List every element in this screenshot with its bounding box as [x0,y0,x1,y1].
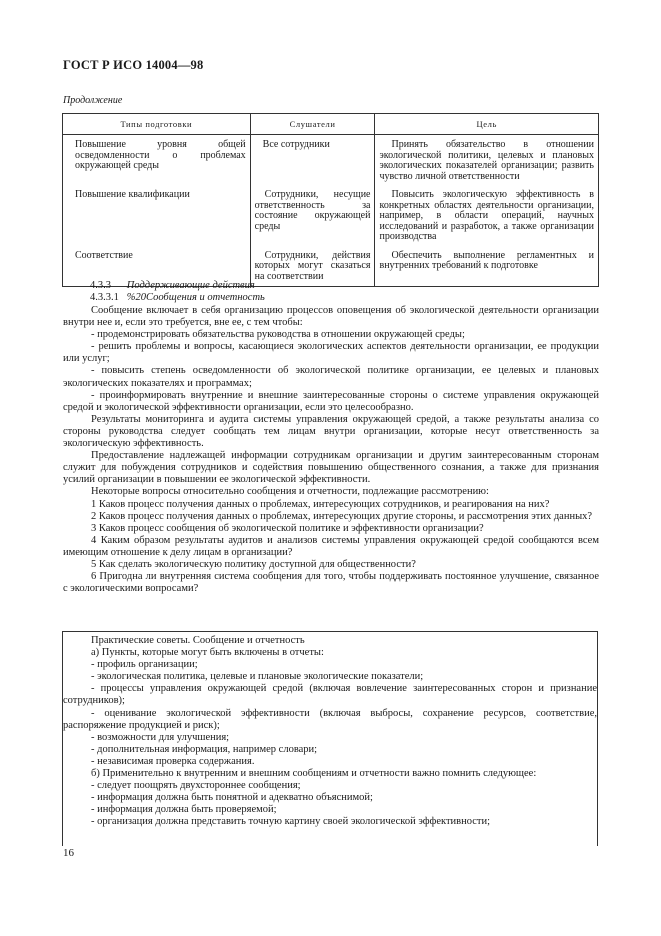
section-title: %20Сообщения и отчетность [126,292,265,303]
box-line: - дополнительная информация, например словари; [91,743,318,755]
section-heading-433 [90,280,255,291]
paragraph: - повысить степень осведомленности об экологической политике организации, ее целевых и плановых экологических показателях и программах; [63,365,599,389]
paragraph: Сообщение включает в себя организацию процессов оповещения об экологической деятельности организации внутри нее и, если это требуется, вне ее, с тем чтобы: [63,305,599,329]
box-line: - экологическая политика, целевые и плановые экологические показатели; [91,671,424,683]
paragraph: 4 Каким образом результаты аудитов и анализов системы управления окружающей средой сообщаются всем имеющим отношение к делу лицам в организации? [63,534,599,558]
cell-type: Повышение квалификации [75,189,190,200]
cell-audience: Сотрудники, действия которых могут сказаться на соответствии [254,249,371,282]
table-header-row [63,114,599,135]
box-line: - профиль организации; [91,659,198,671]
box-line: - возможности для улучшения; [91,731,230,743]
paragraph: 6 Пригодна ли внутренняя система сообщения для того, чтобы поддерживать постоянное улучшение, связанное с экологическими вопросами? [63,571,599,595]
cell-audience: Все сотрудники [262,139,330,150]
paragraph: - решить проблемы и вопросы, касающиеся экологических аспектов деятельности организации, ее продукции или услуг; [63,341,599,365]
paragraph: 1 Каков процесс получения данных о проблемах, интересующих сотрудников, и реагирования на них? [91,498,550,510]
continuation-label: Продолжение [63,95,123,106]
box-line: - независимая проверка содержания. [91,755,255,767]
box-line: а) Пункты, которые могут быть включены в отчеты: [91,647,324,659]
document-header: ГОСТ Р ИСО 14004—98 [63,58,204,72]
paragraph: Некоторые вопросы относительно сообщения и отчетности, подлежащие рассмотрению: [91,486,489,498]
section-title: Поддерживающие действия [126,280,255,291]
section-heading-4331 [90,292,265,303]
cell-audience: Сотрудники, несущие ответственность за состояние окружающей среды [254,189,371,232]
paragraph: 3 Каков процесс сообщения об экологической политике и эффективности организации? [91,522,484,534]
column-header-audience: Слушатели [250,114,375,135]
cell-type: Соответствие [75,249,133,261]
box-line: - оценивание экологической эффективности (включая выбросы, сохранение ресурсов, соответствие, распоряжение продукцией и риск); [63,707,597,731]
cell-goal: Повысить экологическую эффективность в конкретных областях деятельности организации, например, в области операций, научных исследований и разработок, а также организации производства [379,189,594,242]
cell-type: Повышение уровня общей осведомленности о проблемах окружающей среды [75,139,246,171]
box-line: - информация должна быть понятной и адекватно объяснимой; [91,792,373,804]
section-number: 4.3.3.1 [90,292,119,303]
column-header-goal: Цель [375,114,599,135]
box-line: - организация должна представить точную картину своей экологической эффективности; [91,816,491,828]
box-line: - процессы управления окружающей средой (включая вовлечение заинтересованных сторон и признание сотрудников); [63,683,597,707]
paragraph: - продемонстрировать обязательства руководства в отношении окружающей среды; [91,329,465,341]
column-header-type: Типы подготовки [63,114,251,135]
section-number: 4.3.3 [90,280,111,291]
paragraph: - проинформировать внутренние и внешние заинтересованные стороны о системе управления окружающей средой и экологической эффективности организации, если это целесообразно. [63,389,599,413]
cell-goal: Обеспечить выполнение регламентных и внутренних требований к подготовке [379,249,594,271]
paragraph: Результаты мониторинга и аудита системы управления окружающей средой, а также результаты анализа со стороны руководства следует сообщать тем лицам внутри организации, которые несут ответственность за экологическую эффективность. [63,413,599,450]
training-table [62,113,599,287]
practical-advice-box [62,631,598,846]
paragraph: 2 Каков процесс получения данных о проблемах, интересующих другие стороны, и рассмотрения этих данных? [91,510,593,522]
box-line: - информация должна быть проверяемой; [91,804,277,816]
body-text [63,305,599,595]
page-number: 16 [63,847,74,859]
cell-goal: Принять обязательство в отношении экологической политики, целевых и плановых экологических показателей организации; развить чувство личной ответственности [379,139,594,182]
table-row [63,135,599,183]
box-line: б) Применительно к внутренним и внешним сообщениям и отчетности важно помнить следующее: [91,768,537,780]
table-row [63,190,599,243]
box-title: Практические советы. Сообщение и отчетность [91,635,305,646]
box-line: - следует поощрять двухстороннее сообщения; [91,780,301,792]
paragraph: 5 Как сделать экологическую политику доступной для общественности? [91,558,416,570]
paragraph: Предоставление надлежащей информации сотрудникам организации и другим заинтересованным сторонам служит для побуждения сотрудников и содействия повышению общественного сознания, а также для признания усилий организации в повышении ее экологической эффективности. [63,450,599,486]
